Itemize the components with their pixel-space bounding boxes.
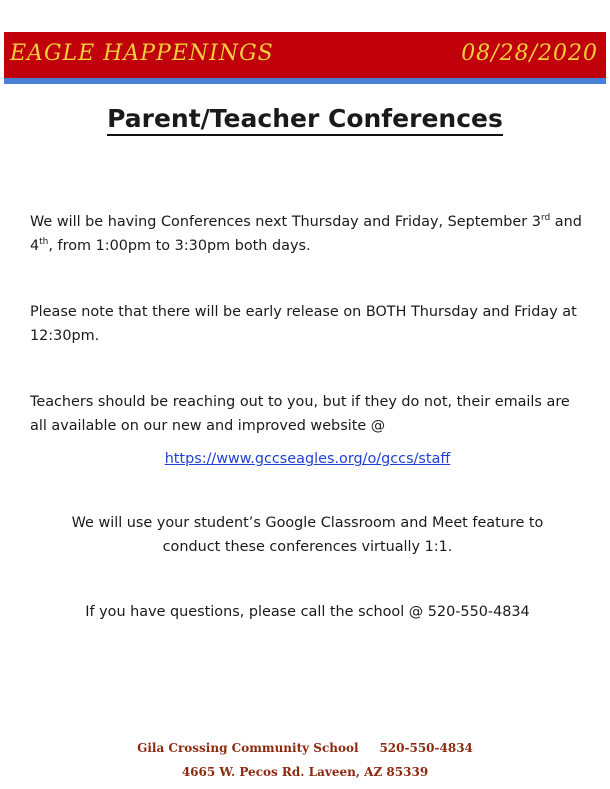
para1-text-c: , from 1:00pm to 3:30pm both days.	[48, 238, 311, 254]
page-title	[0, 104, 610, 133]
page-title-text: Parent/Teacher Conferences	[107, 104, 503, 136]
ordinal-suffix: rd	[540, 213, 551, 224]
ordinal-suffix: th	[39, 237, 49, 248]
school-phone: 520-550-4834	[379, 741, 473, 755]
para1-text-a: We will be having Conferences next Thursday and Friday, September 3	[30, 214, 541, 230]
school-name: Gila Crossing Community School	[137, 741, 359, 755]
newsletter-title: EAGLE HAPPENINGS	[10, 41, 274, 66]
staff-website-link[interactable]: https://www.gccseagles.org/o/gccs/staff	[164, 451, 451, 467]
footer-school-line	[0, 741, 610, 755]
virtual-meeting-paragraph: We will use your student’s Google Classroom and Meet feature to conduct these conferences virtually 1:1.	[71, 515, 544, 555]
questions-paragraph: If you have questions, please call the school @ 520-550-4834	[85, 604, 530, 620]
header-banner	[4, 32, 606, 84]
newsletter-date: 08/28/2020	[461, 41, 598, 66]
early-release-paragraph: Please note that there will be early release on BOTH Thursday and Friday at 12:30pm.	[30, 304, 577, 344]
conference-dates-paragraph	[30, 210, 585, 258]
website-link-line	[30, 447, 585, 471]
teacher-contact-paragraph: Teachers should be reaching out to you, but if they do not, their emails are all available on our new and improved website @	[30, 394, 570, 434]
para1-text-b: and 4	[30, 214, 582, 254]
footer-address: 4665 W. Pecos Rd. Laveen, AZ 85339	[181, 765, 429, 779]
